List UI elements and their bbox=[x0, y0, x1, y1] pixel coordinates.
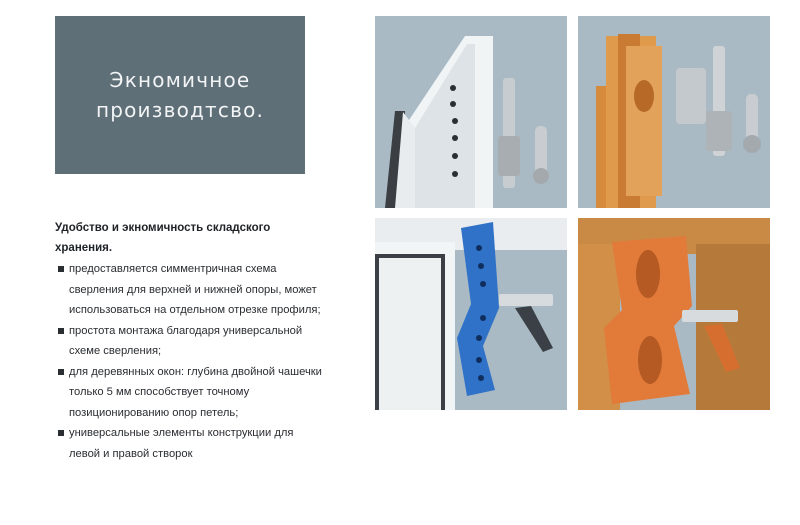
banner-title-line-2: производтсво. bbox=[95, 98, 265, 122]
feature-item: для деревянных окон: глубина двойной чашечки только 5 мм способствует точному позиционированию опор петель; bbox=[55, 362, 325, 424]
photo-pvc-profile-hinge bbox=[375, 16, 567, 208]
photo-wood-profile-hinge bbox=[578, 16, 770, 208]
bullet-square-icon bbox=[58, 369, 64, 375]
feature-item: предоставляется симментричная схема сверления для верхней и нижней опоры, может использоваться на отдельном отрезке профиля; bbox=[55, 259, 325, 321]
photo-blue-drill-template bbox=[375, 218, 567, 410]
bullet-square-icon bbox=[58, 430, 64, 436]
intro-heading: Удобство и экномичность складского хранения. bbox=[55, 222, 271, 254]
bullet-square-icon bbox=[58, 328, 64, 334]
section-banner bbox=[55, 16, 305, 174]
banner-title-line-1: Экномичное bbox=[109, 68, 251, 92]
photo-orange-drill-template bbox=[578, 218, 770, 410]
feature-item: универсальные элементы конструкции для левой и правой створок bbox=[55, 423, 325, 464]
feature-item: простота монтажа благодаря универсальной схеме сверления; bbox=[55, 321, 325, 362]
banner-title bbox=[96, 65, 264, 125]
bullet-square-icon bbox=[58, 266, 64, 272]
feature-list bbox=[55, 259, 325, 464]
